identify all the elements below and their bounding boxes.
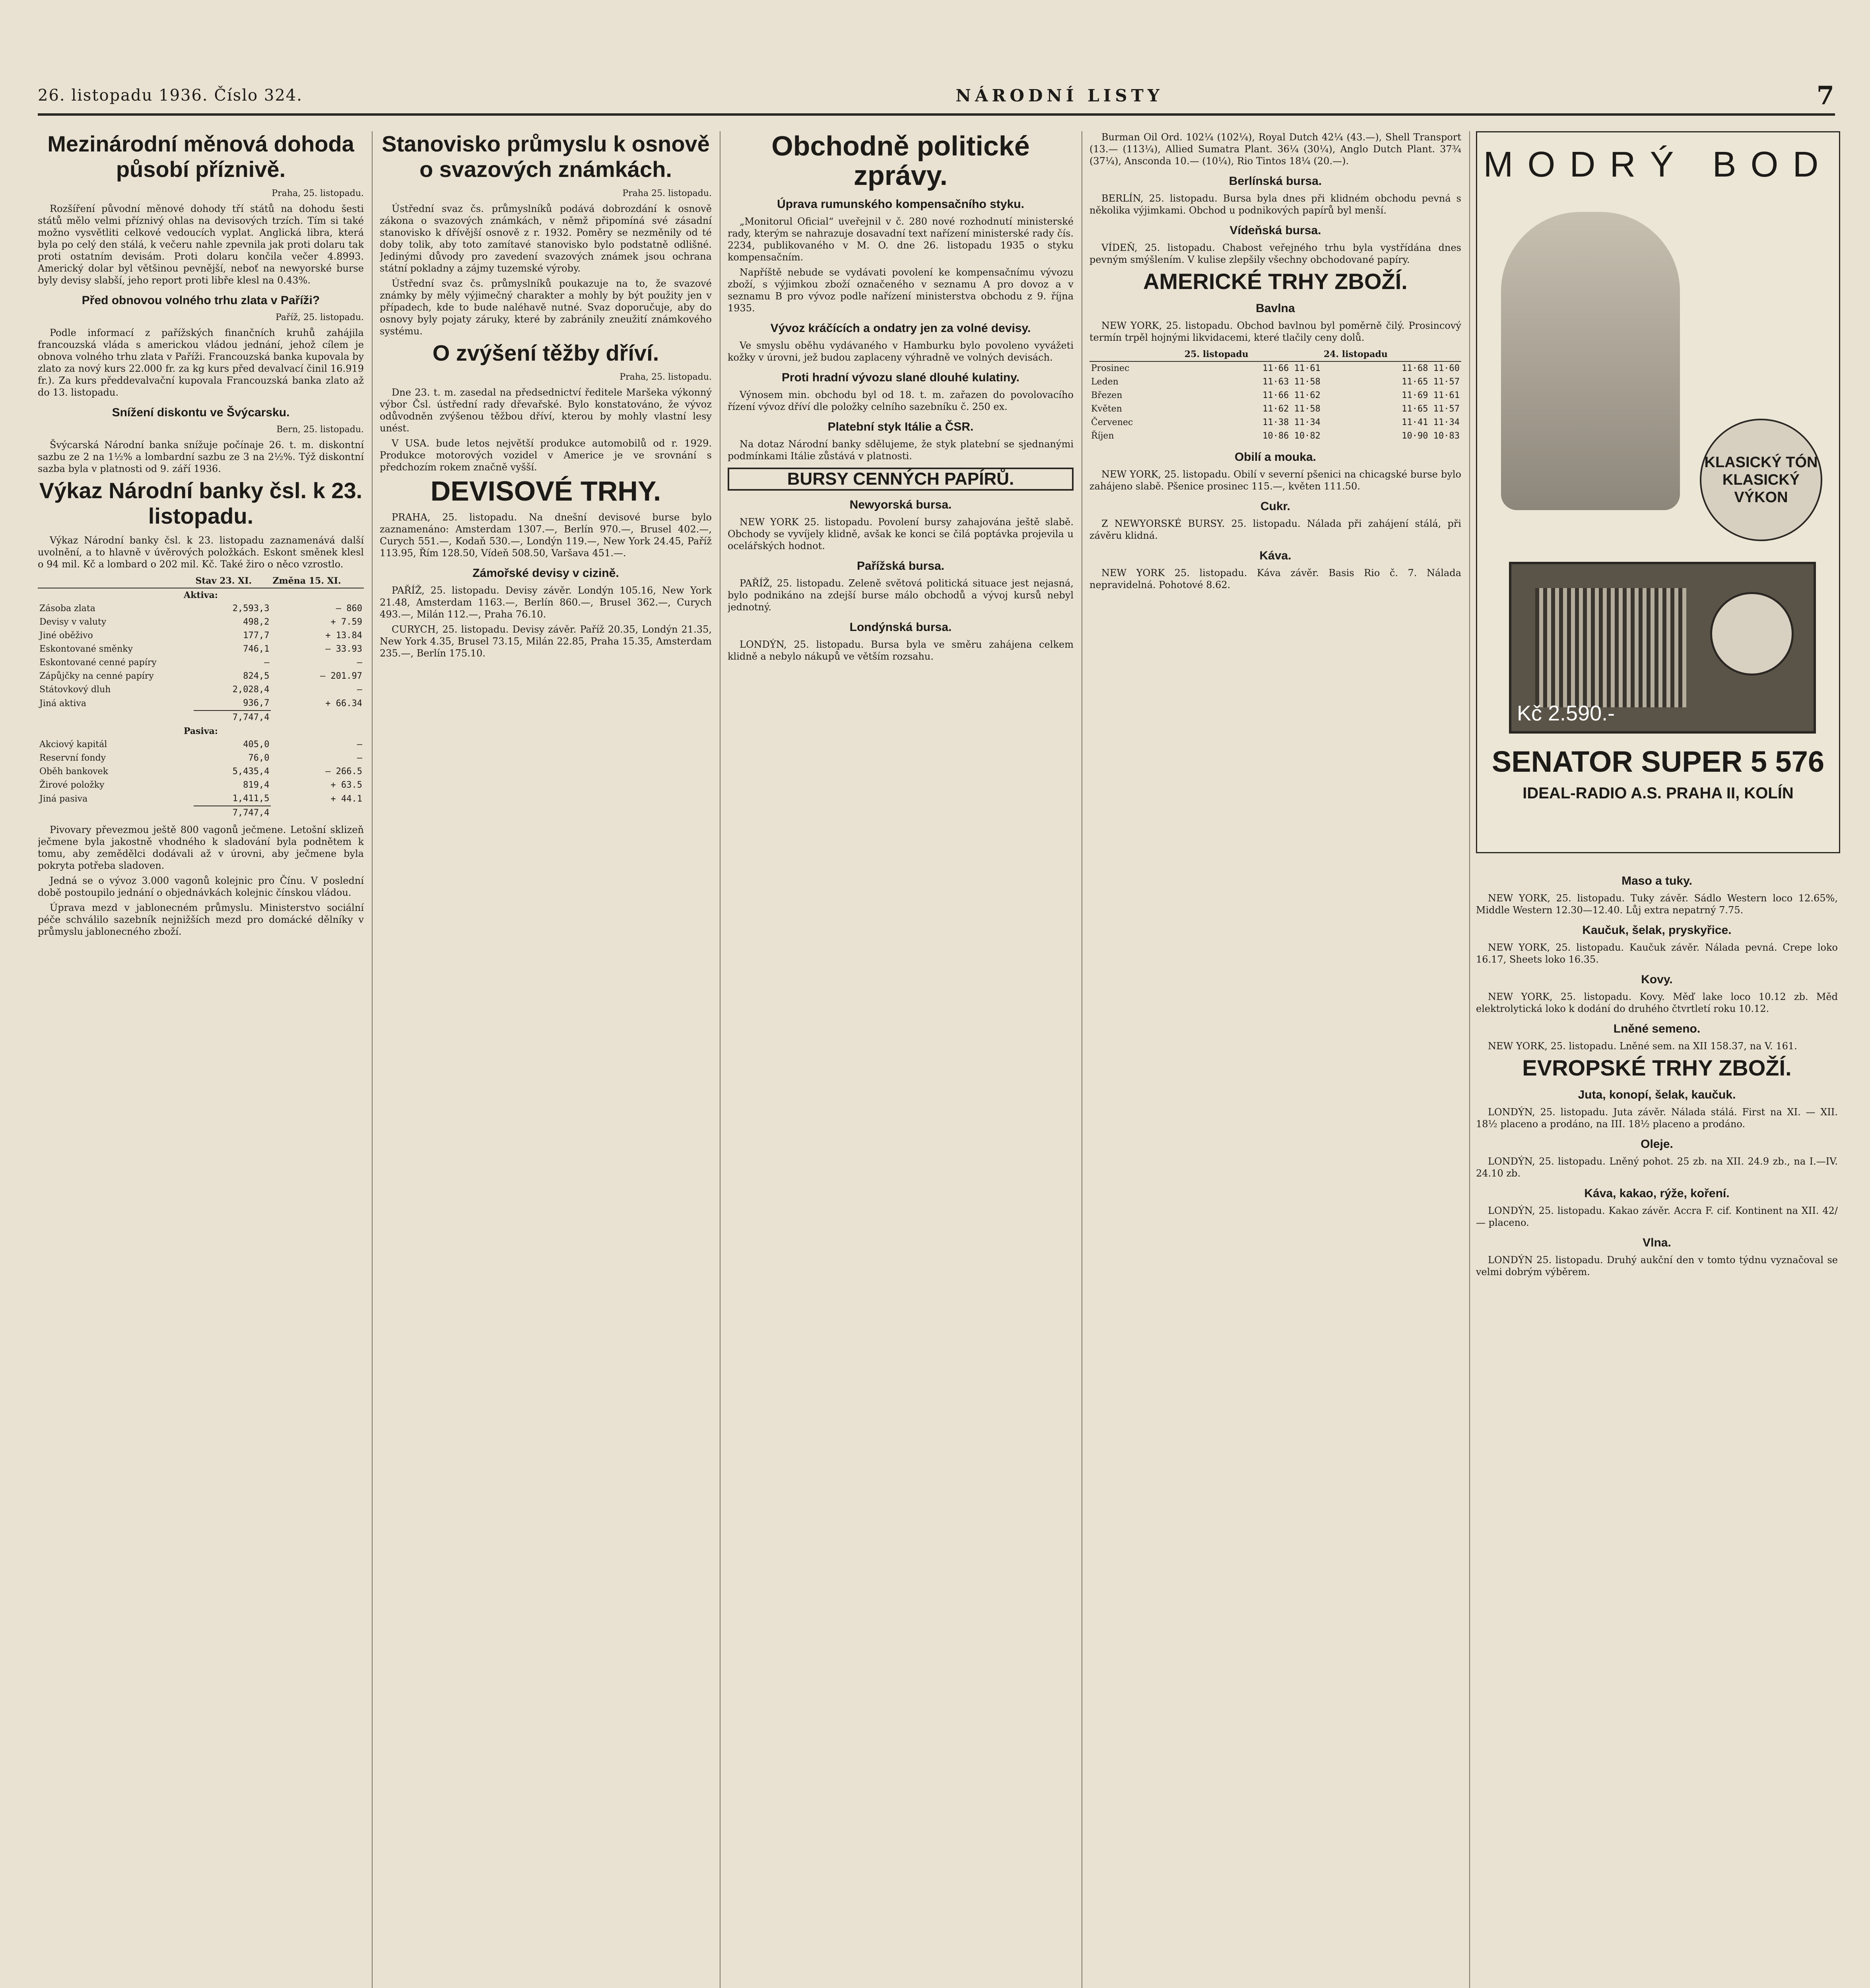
article-paragraph: Ústřední svaz čs. průmyslníků poukazuje na to, že svazové známky by měly výjimečný charakter a mohly by být použity jen v případech, kde to bude naléhavě nutné. Svaz doporučuje, aby do osnovy byly pojaty záruky, které by zabránily zneužití známkového systému. [380, 278, 712, 337]
article-paragraph: VÍDEŇ, 25. listopadu. Chabost veřejného trhu byla vystřídána dnes pevným smýšlením. V kulise zlepšily všechny obchodované papíry. [1089, 242, 1461, 265]
dateline: Praha 25. listopadu. [622, 188, 712, 198]
column-4 [1089, 131, 1461, 1988]
subheading: Bavlna [1256, 302, 1295, 315]
table-total-row: 7,747,4 [38, 806, 364, 820]
column-rule [1469, 131, 1470, 1988]
headline-industry-stance: Stanovisko průmyslu k osnově o svazových známkách. [382, 131, 710, 182]
column-rule [372, 131, 373, 1988]
article-paragraph: LONDÝN, 25. listopadu. Bursa byla ve směru zahájena celkem klidně a nebylo nákupů ve větším rozsahu. [728, 639, 1074, 662]
article-paragraph: Jedná se o vývoz 3.000 vagonů kolejnic pro Čínu. V poslední době postoupilo jednání o objednávkách kolejnic čínskou vládou. [38, 875, 364, 898]
table-row: Eskontované cenné papíry — — [39, 658, 362, 668]
dateline: Paříž, 25. listopadu. [276, 313, 364, 322]
subheading: Obilí a mouka. [1234, 450, 1317, 464]
subheading: Berlínská bursa. [1229, 175, 1322, 188]
tuning-dial-icon [1710, 592, 1794, 676]
article-paragraph: CURYCH, 25. listopadu. Devisy závěr. Paříž 20.35, Londýn 21.35, New York 4.35, Brusel 73.15, Milán 22.85, Praha 15.35, Amsterdam 235.—, Berlín 175.10. [380, 624, 712, 659]
table-row: Leden 11·63 11·58 11·65 11·57 [1091, 377, 1460, 387]
headline-currency-markets: DEVISOVÉ TRHY. [430, 476, 661, 507]
subheading: Káva, kakao, rýže, koření. [1584, 1187, 1730, 1200]
table-row: Zásoba zlata 2,593,3 — 860 [39, 604, 362, 613]
subheading: Před obnovou volného trhu zlata v Paříži? [82, 294, 320, 307]
table-row: Eskontované směnky 746,1 — 33.93 [39, 644, 362, 654]
table-header-row: 25. listopadu 24. listopadu [1089, 348, 1461, 361]
article-paragraph: NEW YORK 25. listopadu. Povolení bursy zahajována ještě slabě. Obchody se vyvíjely klidně, avšak ke konci se čilá poptávka projevila u ocelářských hodnot. [728, 516, 1074, 551]
subheading: Vídeňská bursa. [1229, 224, 1321, 237]
article-paragraph: NEW YORK, 25. listopadu. Lněné sem. na XII 158.37, na V. 161. [1488, 1041, 1797, 1052]
article-paragraph: LONDÝN, 25. listopadu. Lněný pohot. 25 zb. na XII. 24.9 zb., na I.—IV. 24.10 zb. [1476, 1156, 1838, 1179]
article-paragraph: BERLÍN, 25. listopadu. Bursa byla dnes při klidném obchodu pevná s několika výjimkami. Obchod u podnikových papírů byl menší. [1089, 193, 1461, 216]
subheading: Newyorská bursa. [849, 498, 952, 511]
table-row: Devisy v valuty 498,2 + 7.59 [39, 617, 362, 627]
column-1 [38, 131, 364, 1988]
article-paragraph: V USA. bude letos největší produkce automobilů od r. 1929. Produkce motorových vozidel v Americe je ve srovnání s předchozím rokem značně vyšší. [380, 438, 712, 473]
article-paragraph: Výkaz Národní banky čsl. k 23. listopadu zaznamenává další uvolnění, a to hlavně v úvěrových položkách. Eskont směnek klesl o 94 mil. Kč a lombard o 202 mil. Kč. Také žiro o něco vzrostlo. [38, 535, 364, 570]
subheading: Kovy. [1641, 973, 1673, 986]
headline-american-markets: AMERICKÉ TRHY ZBOŽÍ. [1143, 269, 1408, 294]
article-paragraph: Dne 23. t. m. zasedal na předsednictví ředitele Maršeka výkonný výbor Čsl. ústřední rady dřevařské. Bylo konstatováno, že vývoz odůvodněn zvýšenou těžbou dříví, kterou by mohly vlastní lesy unést. [380, 387, 712, 434]
headline-european-markets: EVROPSKÉ TRHY ZBOŽÍ. [1522, 1055, 1792, 1080]
table-row: Reservní fondy 76,0 — [39, 753, 362, 763]
ad-price: Kč 2.590.- [1517, 701, 1615, 725]
article-paragraph: NEW YORK, 25. listopadu. Obchod bavlnou byl poměrně čilý. Prosincový termín trpěl hojnými likvidacemi, které tlačily ceny dolů. [1089, 320, 1461, 343]
headline-national-bank: Výkaz Národní banky čsl. k 23. listopadu. [39, 478, 363, 528]
table-row: Jiná aktiva 936,7 + 66.34 [39, 698, 362, 709]
article-paragraph: Na dotaz Národní banky sdělujeme, že styk platební se sjednanými podmínkami Itálie zůstává v platnosti. [728, 439, 1074, 462]
article-paragraph: Pivovary převezmou ještě 800 vagonů ječmene. Letošní sklizeň ječmene byla jakostně vhodného k sladování byla podnětem k tomu, aby zemědělci dodávali až v úrovni, aby ječmene byla pokryta potřeba sladoven. [38, 824, 364, 871]
issue-date: 26. listopadu 1936. Číslo 324. [38, 86, 303, 105]
article-paragraph: LONDÝN, 25. listopadu. Juta závěr. Nálada stálá. First na XI. — XII. 18½ placeno a prodáno, na III. 18½ placeno a prodáno. [1476, 1107, 1838, 1130]
article-paragraph: Ve smyslu oběhu vydávaného v Hamburku bylo povoleno vyvážeti kožky v úrovni, jež budou zaplaceny výhradně ve volných devisách. [728, 340, 1074, 363]
table-row: Jiná pasiva 1,411,5 + 44.1 [39, 794, 362, 804]
subheading: Úprava rumunského kompensačního styku. [777, 198, 1024, 211]
page-header [38, 78, 1835, 116]
table-row: Květen 11·62 11·58 11·65 11·57 [1091, 404, 1460, 414]
table-total-row: 7,747,4 [38, 711, 364, 724]
article-paragraph: NEW YORK 25. listopadu. Káva závěr. Basis Rio č. 7. Nálada nepravidelná. Pohotové 8.62. [1089, 567, 1461, 590]
column-3 [728, 131, 1074, 1988]
subheading: Oleje. [1641, 1138, 1673, 1151]
subheading: Vývoz kráčících a ondatry jen za volné devisy. [770, 322, 1031, 335]
column-2 [380, 131, 712, 1988]
cotton-prices-table [1089, 348, 1461, 443]
article-paragraph: NEW YORK, 25. listopadu. Kaučuk závěr. Nálada pevná. Crepe loko 16.17, Sheets loko 16.35. [1476, 942, 1838, 965]
ad-maker: IDEAL-RADIO A.S. PRAHA II, KOLÍN [1522, 784, 1794, 802]
article-paragraph: Podle informací z pařížských finančních kruhů zahájila francouzská vláda s americkou vládou jednání, jehož cílem je obnova volného trhu zlata v Paříži. Francouzská banka kupovala by zlato za nový kurs 22.000 fr. za kg kurs před devalvací činil 16.919 fr.). Za kurs předdevalvační kupovala Francouzská banka zlato až do 13. listopadu. [38, 327, 364, 398]
table-section-label: Aktiva: [184, 590, 218, 600]
article-paragraph: „Monitorul Oficial“ uveřejnil v č. 280 nové rozhodnutí ministerské rady, kterým se nahrazuje dosavadní text nařízení ministerské rady čís. 2234, publikovaného v M. O. dne 26. listopadu 1935 o styku kompensačním. [728, 216, 1074, 263]
column-5 [1476, 867, 1838, 1988]
article-paragraph: Švýcarská Národní banka snížuje počínaje 26. t. m. diskontní sazbu ze 2 na 1½% a lombardní sazbu ze 3 na 2½%. Týž diskontní sazba byla v platnosti od 9. září 1936. [38, 439, 364, 474]
page-number: 7 [1816, 80, 1835, 111]
subheading: Juta, konopí, šelak, kaučuk. [1578, 1088, 1736, 1101]
ad-figure-illustration [1501, 212, 1680, 510]
subheading: Lněné semeno. [1613, 1022, 1701, 1035]
subheading: Káva. [1259, 549, 1291, 562]
newspaper-name: NÁRODNÍ LISTY [955, 85, 1163, 105]
ad-brand: MODRÝ BOD [1483, 145, 1833, 184]
section-box-heading: BURSY CENNÝCH PAPÍRŮ. [728, 468, 1074, 491]
table-row: Jiné oběživo 177,7 + 13.84 [39, 631, 362, 641]
dateline: Praha, 25. listopadu. [272, 188, 364, 198]
article-paragraph: LONDÝN 25. listopadu. Druhý aukční den v tomto týdnu vyznačoval se velmi dobrým výběrem. [1476, 1254, 1838, 1277]
subheading: Platební styk Itálie a ČSR. [827, 420, 974, 433]
article-paragraph: NEW YORK, 25. listopadu. Obilí v severní pšenici na chicagské burse bylo zahájeno slabě. Pšenice prosinec 115.—, květen 111.50. [1089, 469, 1461, 492]
subheading: Maso a tuky. [1621, 874, 1692, 887]
headline-currency-agreement: Mezinárodní měnová dohoda působí příznivě. [47, 131, 354, 182]
article-paragraph: Ústřední svaz čs. průmyslníků podává dobrozdání k osnově zákona o svazových známkách, v němž připomíná své zásadní stanovisko k dřívější osnově z r. 1932. Poměry se nezměnily od té doby tolik, aby toto zamítavé stanovisko bylo podstatně odlišné. Jedinými důvody pro zavedení svazových známek jsou ochrana státní pokladny a zájmy tuzemské výroby. [380, 203, 712, 274]
ad-model: SENATOR SUPER 5 576 [1491, 745, 1825, 778]
table-row: Oběh bankovek 5,435,4 — 266.5 [39, 767, 362, 777]
subheading: Snížení diskontu ve Švýcarsku. [112, 406, 290, 419]
bank-balance-table [38, 574, 364, 820]
subheading: Cukr. [1260, 500, 1291, 513]
article-paragraph: Burman Oil Ord. 102¼ (102¼), Royal Dutch 42¼ (43.—), Shell Transport (13.— (113¼), Allied Sumatra Plant. 36¼ (30¼), Anglo Dutch Plant. 37¾ (37¼), Ansconda 10.— (10¼), Rio Tintos 18¼ (20.—). [1089, 132, 1461, 167]
subheading: Proti hradní vývozu slané dlouhé kulatiny. [782, 371, 1019, 384]
table-row: Červenec 11·38 11·34 11·41 11·34 [1091, 417, 1460, 427]
dateline: Praha, 25. listopadu. [619, 372, 712, 382]
radio-advertisement [1476, 131, 1840, 853]
subheading: Pařížská bursa. [856, 559, 945, 573]
subheading: Kaučuk, šelak, pryskyřice. [1582, 924, 1732, 937]
article-paragraph: PAŘÍŽ, 25. listopadu. Devisy závěr. Londýn 105.16, New York 21.48, Amsterdam 1163.—, Berlín 860.—, Brusel 362.—, Curych 493.—, Milán 112.—, Praha 76.10. [380, 585, 712, 620]
dateline: Bern, 25. listopadu. [276, 425, 364, 435]
table-row: Prosinec 11·66 11·61 11·68 11·60 [1091, 363, 1460, 373]
article-paragraph: NEW YORK, 25. listopadu. Tuky závěr. Sádlo Western loco 12.65%, Middle Western 12.30—12.40. Lůj extra nepatrný 7.75. [1476, 893, 1838, 916]
table-row: Březen 11·66 11·62 11·69 11·61 [1091, 390, 1460, 400]
table-row: Říjen 10·86 10·82 10·90 10·83 [1091, 431, 1460, 441]
article-paragraph: Rozšíření původní měnové dohody tří států na dohodu šesti států mělo velmi příznivý ohlas na devisových trzích. Tím si také možno vysvětliti celkové vedoucích vyplat. Anglická libra, která byla po celý den stálá, k večeru nahle zpevnila jak proti dolaru tak proti ostatním devisám. Proti dolaru končila večer 4.8993. Americký dolar byl většinou pevnější, neboť na newyorské burse byly devisy slabší, jeho report proti libře klesl na 0.43%. [38, 203, 364, 286]
article-paragraph: Výnosem min. obchodu byl od 18. t. m. zařazen do povolovacího řízení vývoz dříví dle položky celního sazebníku č. 250 ex. [728, 389, 1074, 412]
article-paragraph: PRAHA, 25. listopadu. Na dnešní devisové burse bylo zaznamenáno: Amsterdam 1307.—, Berlín 970.—, Brusel 402.—, Curych 551.—, Kodaň 530.—, Londýn 119.—, New York 24.45, Paříž 113.95, Řím 128.50, Vídeň 508.50, Varšava 451.—. [380, 512, 712, 559]
table-row: Žirové položky 819,4 + 63.5 [39, 780, 362, 790]
headline-trade-policy: Obchodně politické zprávy. [771, 131, 1030, 191]
subheading: Vlna. [1643, 1236, 1671, 1249]
article-paragraph: Napříště nebude se vydávati povolení ke kompensačnímu vývozu zboží, s výjimkou zboží označeného v seznamu A pro dovoz a v seznamu B pro vývoz podle nařízení ministerstva obchodu z 9. října 1935. [728, 267, 1074, 314]
article-paragraph: LONDÝN, 25. listopadu. Kakao závěr. Accra F. cif. Kontinent na XII. 42/— placeno. [1476, 1205, 1838, 1228]
speaker-grille [1535, 588, 1686, 707]
table-row: Státovkový dluh 2,028,4 — [39, 685, 362, 695]
headline-timber: O zvýšení těžby dříví. [432, 340, 659, 365]
article-paragraph: Z NEWYORSKÉ BURSY. 25. listopadu. Nálada při zahájení stálá, při závěru klidná. [1089, 518, 1461, 541]
table-row: Zápůjčky na cenné papíry 824,5 — 201.97 [39, 671, 362, 681]
article-paragraph: NEW YORK, 25. listopadu. Kovy. Měď lake loco 10.12 zb. Měď elektrolytická loko k dodání do druhého čtvrtletí roku 10.12. [1476, 991, 1838, 1014]
article-paragraph: PAŘÍŽ, 25. listopadu. Zeleně světová politická situace jest nejasná, bylo podnikáno na zdejší burse málo obchodů a vývoj kursů nebyl jednotný. [728, 578, 1074, 613]
table-header-row: Stav 23. XI. Změna 15. XI. [38, 574, 364, 588]
article-paragraph: Úprava mezd v jablonecném průmyslu. Ministerstvo sociální péče schválilo sazebník nejnižších mezd pro domácké dělníky v průmyslu jablonecného zboží. [38, 902, 364, 937]
table-row: Akciový kapitál 405,0 — [39, 740, 362, 749]
table-section-label: Pasiva: [183, 726, 218, 736]
subheading: Zámořské devisy v cizině. [472, 567, 619, 580]
ad-slogan: KLASICKÝ TÓN KLASICKÝ VÝKON [1700, 419, 1822, 541]
subheading: Londýnská bursa. [849, 621, 952, 634]
